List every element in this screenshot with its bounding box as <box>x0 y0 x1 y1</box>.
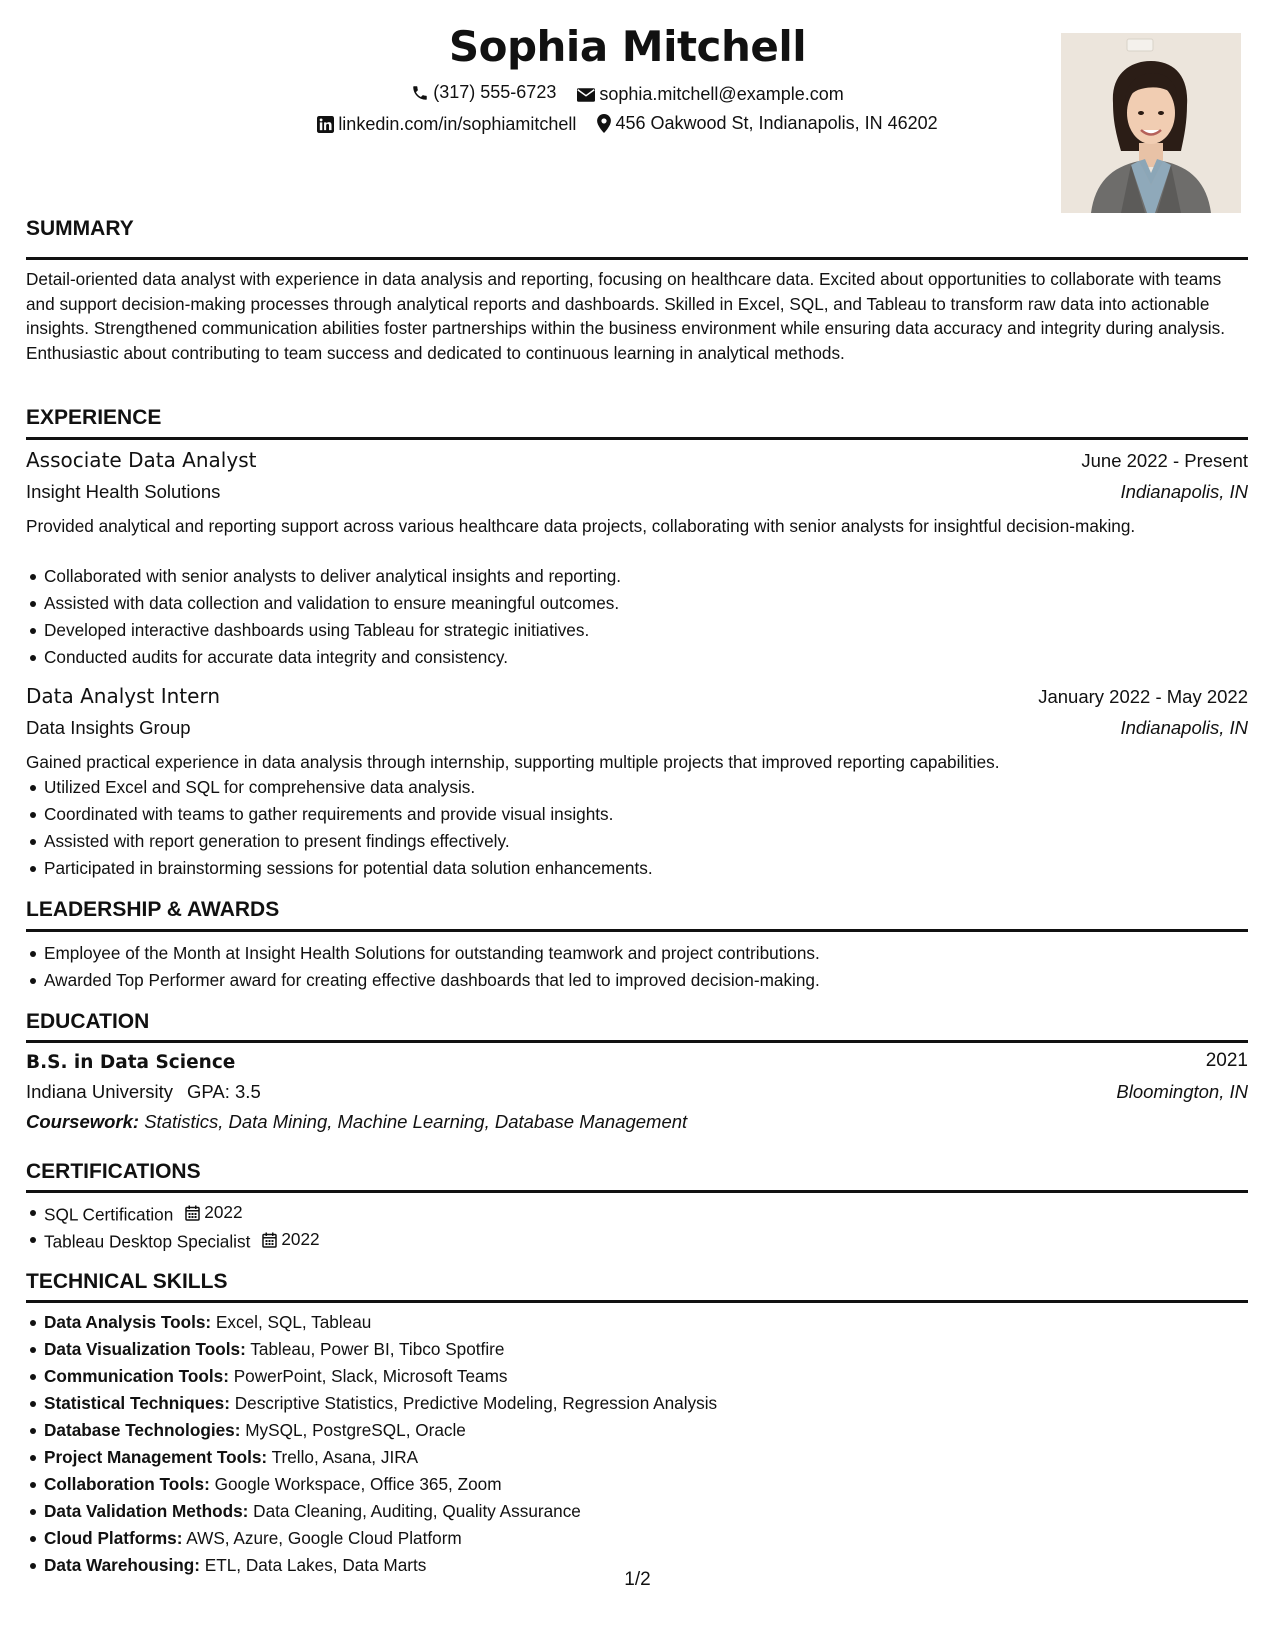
list-item <box>26 1417 1248 1444</box>
list-item: Conducted audits for accurate data integrity and consistency. <box>26 644 1248 671</box>
list-item: Utilized Excel and SQL for comprehensive data analysis. <box>26 774 1248 801</box>
list-item <box>26 1199 1248 1226</box>
summary-divider <box>26 257 1248 260</box>
experience-divider <box>26 437 1248 440</box>
phone-icon <box>411 84 429 102</box>
skill-label: Collaboration Tools: <box>44 1474 210 1494</box>
list-item <box>26 1444 1248 1471</box>
experience-heading: EXPERIENCE <box>26 406 162 429</box>
school-name: Indiana University <box>26 1081 174 1102</box>
portrait-illustration <box>1061 33 1241 213</box>
list-item <box>26 1390 1248 1417</box>
skill-label: Project Management Tools: <box>44 1447 268 1467</box>
job-date: January 2022 - May 2022 <box>1038 686 1248 707</box>
job-description: Provided analytical and reporting support across various healthcare data projects, collaborating with senior analysts for insightful decision-making. <box>26 516 1136 536</box>
skill-label: Database Technologies: <box>44 1420 241 1440</box>
skill-value: ETL, Data Lakes, Data Marts <box>204 1555 427 1575</box>
skill-label: Data Validation Methods: <box>44 1501 249 1521</box>
email-contact[interactable] <box>577 84 843 105</box>
job-date: June 2022 - Present <box>1081 450 1248 471</box>
skills-divider <box>26 1300 1248 1303</box>
list-item: Awarded Top Performer award for creating effective dashboards that led to improved decision-making. <box>26 967 1248 994</box>
awards-list <box>26 940 1248 994</box>
certification-name: SQL Certification <box>44 1204 174 1225</box>
job-location: Indianapolis, IN <box>1120 481 1248 502</box>
list-item <box>26 1498 1248 1525</box>
skill-label: Data Visualization Tools: <box>44 1339 246 1359</box>
coursework-text: Statistics, Data Mining, Machine Learning, Database Management <box>144 1111 688 1132</box>
list-item: Employee of the Month at Insight Health Solutions for outstanding teamwork and project contributions. <box>26 940 1248 967</box>
certification-year: 2022 <box>281 1229 320 1249</box>
skill-value: Trello, Asana, JIRA <box>271 1447 419 1467</box>
candidate-name: Sophia Mitchell <box>448 22 807 71</box>
list-item: Coordinated with teams to gather requirements and provide visual insights. <box>26 801 1248 828</box>
linkedin-contact[interactable] <box>317 114 576 135</box>
calendar-icon <box>185 1205 200 1221</box>
job-bullets <box>26 774 1248 882</box>
certifications-divider <box>26 1190 1248 1193</box>
summary-text: Detail-oriented data analyst with experience in data analysis and reporting, focusing on healthcare data. Excited about opportunities to collaborate with teams and support decision-making processes through analytical reports and dashboards. Skilled in Excel, SQL, and Tableau to transform raw data into actionable insights. Strengthened communication abilities foster partnerships within the business environment while ensuring data accuracy and integrity during analysis. Enthusiastic about contributing to team success and dedicated to continuous learning in analytical methods. <box>26 269 1225 363</box>
list-item: Assisted with data collection and validation to ensure meaningful outcomes. <box>26 590 1248 617</box>
envelope-icon <box>577 88 595 102</box>
skill-label: Data Analysis Tools: <box>44 1312 212 1332</box>
skill-value: Excel, SQL, Tableau <box>215 1312 372 1332</box>
education-heading: EDUCATION <box>26 1010 150 1033</box>
certification-name: Tableau Desktop Specialist <box>44 1231 251 1252</box>
skill-label: Communication Tools: <box>44 1366 229 1386</box>
job-location: Indianapolis, IN <box>1120 717 1248 738</box>
skill-value: Tableau, Power BI, Tibco Spotfire <box>250 1339 505 1359</box>
profile-photo <box>1061 33 1241 213</box>
education-divider <box>26 1040 1248 1043</box>
address-text: 456 Oakwood St, Indianapolis, IN 46202 <box>615 113 938 133</box>
list-item: Collaborated with senior analysts to deliver analytical insights and reporting. <box>26 563 1248 590</box>
list-item <box>26 1226 1248 1253</box>
linkedin-icon <box>317 116 334 133</box>
list-item <box>26 1363 1248 1390</box>
job-bullets <box>26 563 1248 671</box>
job-organization: Insight Health Solutions <box>26 481 221 502</box>
leadership-heading: LEADERSHIP & AWARDS <box>26 898 280 921</box>
degree-title: B.S. in Data Science <box>26 1052 236 1073</box>
graduation-year: 2021 <box>1205 1050 1248 1071</box>
gpa: GPA: 3.5 <box>187 1081 261 1102</box>
skills-list <box>26 1309 1248 1579</box>
skill-value: AWS, Azure, Google Cloud Platform <box>186 1528 462 1548</box>
address-contact <box>597 113 937 134</box>
leadership-divider <box>26 929 1248 932</box>
calendar-icon <box>262 1232 277 1248</box>
phone-text: (317) 555-6723 <box>433 82 557 102</box>
list-item <box>26 1336 1248 1363</box>
list-item <box>26 1309 1248 1336</box>
skill-value: Descriptive Statistics, Predictive Modeling, Regression Analysis <box>234 1393 718 1413</box>
certification-date <box>185 1199 242 1226</box>
skill-value: MySQL, PostgreSQL, Oracle <box>245 1420 466 1440</box>
job-title: Associate Data Analyst <box>26 448 257 472</box>
job-organization: Data Insights Group <box>26 717 191 738</box>
list-item <box>26 1525 1248 1552</box>
list-item: Developed interactive dashboards using Tableau for strategic initiatives. <box>26 617 1248 644</box>
coursework-line <box>26 1111 687 1133</box>
page-number: 1/2 <box>624 1569 651 1590</box>
job-title: Data Analyst Intern <box>26 684 221 708</box>
school-line <box>26 1081 261 1103</box>
list-item <box>26 1471 1248 1498</box>
summary-heading: SUMMARY <box>26 217 134 240</box>
certification-year: 2022 <box>204 1202 243 1222</box>
email-text[interactable]: sophia.mitchell@example.com <box>599 84 844 104</box>
skill-value: PowerPoint, Slack, Microsoft Teams <box>233 1366 508 1386</box>
skill-value: Data Cleaning, Auditing, Quality Assurance <box>253 1501 581 1521</box>
certifications-list <box>26 1199 1248 1253</box>
certification-date <box>262 1226 319 1253</box>
skill-value: Google Workspace, Office 365, Zoom <box>214 1474 502 1494</box>
coursework-label: Coursework: <box>26 1111 140 1132</box>
linkedin-text[interactable]: linkedin.com/in/sophiamitchell <box>338 114 577 134</box>
certifications-heading: CERTIFICATIONS <box>26 1160 201 1183</box>
map-pin-icon <box>597 114 611 133</box>
school-location: Bloomington, IN <box>1116 1081 1248 1102</box>
skills-heading: TECHNICAL SKILLS <box>26 1270 228 1293</box>
list-item: Assisted with report generation to present findings effectively. <box>26 828 1248 855</box>
job-description: Gained practical experience in data analysis through internship, supporting multiple projects that improved reporting capabilities. <box>26 752 1000 772</box>
skill-label: Statistical Techniques: <box>44 1393 230 1413</box>
skill-label: Data Warehousing: <box>44 1555 200 1575</box>
list-item: Participated in brainstorming sessions for potential data solution enhancements. <box>26 855 1248 882</box>
skill-label: Cloud Platforms: <box>44 1528 183 1548</box>
phone-contact <box>411 82 556 103</box>
